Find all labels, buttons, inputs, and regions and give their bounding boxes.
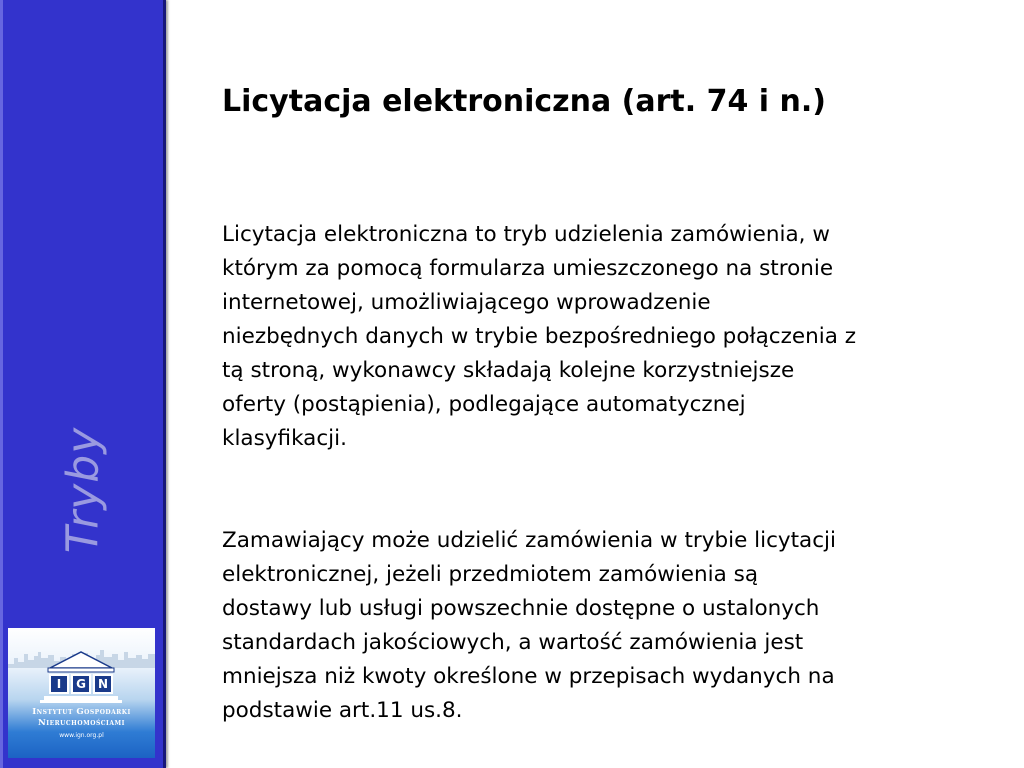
slide-title: Licytacja elektroniczna (art. 74 i n.) — [222, 84, 826, 119]
section-label: Tryby — [57, 426, 109, 554]
logo-letter-i: I — [49, 674, 69, 694]
sidebar-band — [0, 0, 166, 768]
logo-url: www.ign.org.pl — [59, 732, 104, 739]
paragraph-definition: Licytacja elektroniczna to tryb udzielenia zamówienia, w którym za pomocą formularza umieszczonego na stronie internetowej, umożliwiającego wprowadzenie niezbędnych danych w trybie bezpośredniego połączenia z tą stroną, wykonawcy składają kolejne korzystniejsze oferty (postąpienia), podlegające automatycznej klasyfikacji. — [222, 222, 856, 451]
logo-letter-g: G — [71, 674, 91, 694]
logo-name-line-2: Nieruchomościami — [38, 718, 125, 728]
logo-institute-name — [8, 707, 155, 729]
logo-letter-n: N — [93, 674, 113, 694]
paragraph-conditions: Zamawiający może udzielić zamówienia w trybie licytacji elektronicznej, jeżeli przedmiotem zamówienia są dostawy lub usługi powszechnie dostępne o ustalonych standardach jakościowych, a wartość zamówienia jest mniejsza niż kwoty określone w przepisach wydanych na podstawie art.11 us.8. — [222, 528, 836, 723]
logo-letters — [46, 674, 116, 696]
logo-name-line-1: Instytut Gospodarki — [32, 707, 131, 717]
ign-logo — [8, 628, 155, 758]
sidebar-highlight — [0, 0, 3, 768]
